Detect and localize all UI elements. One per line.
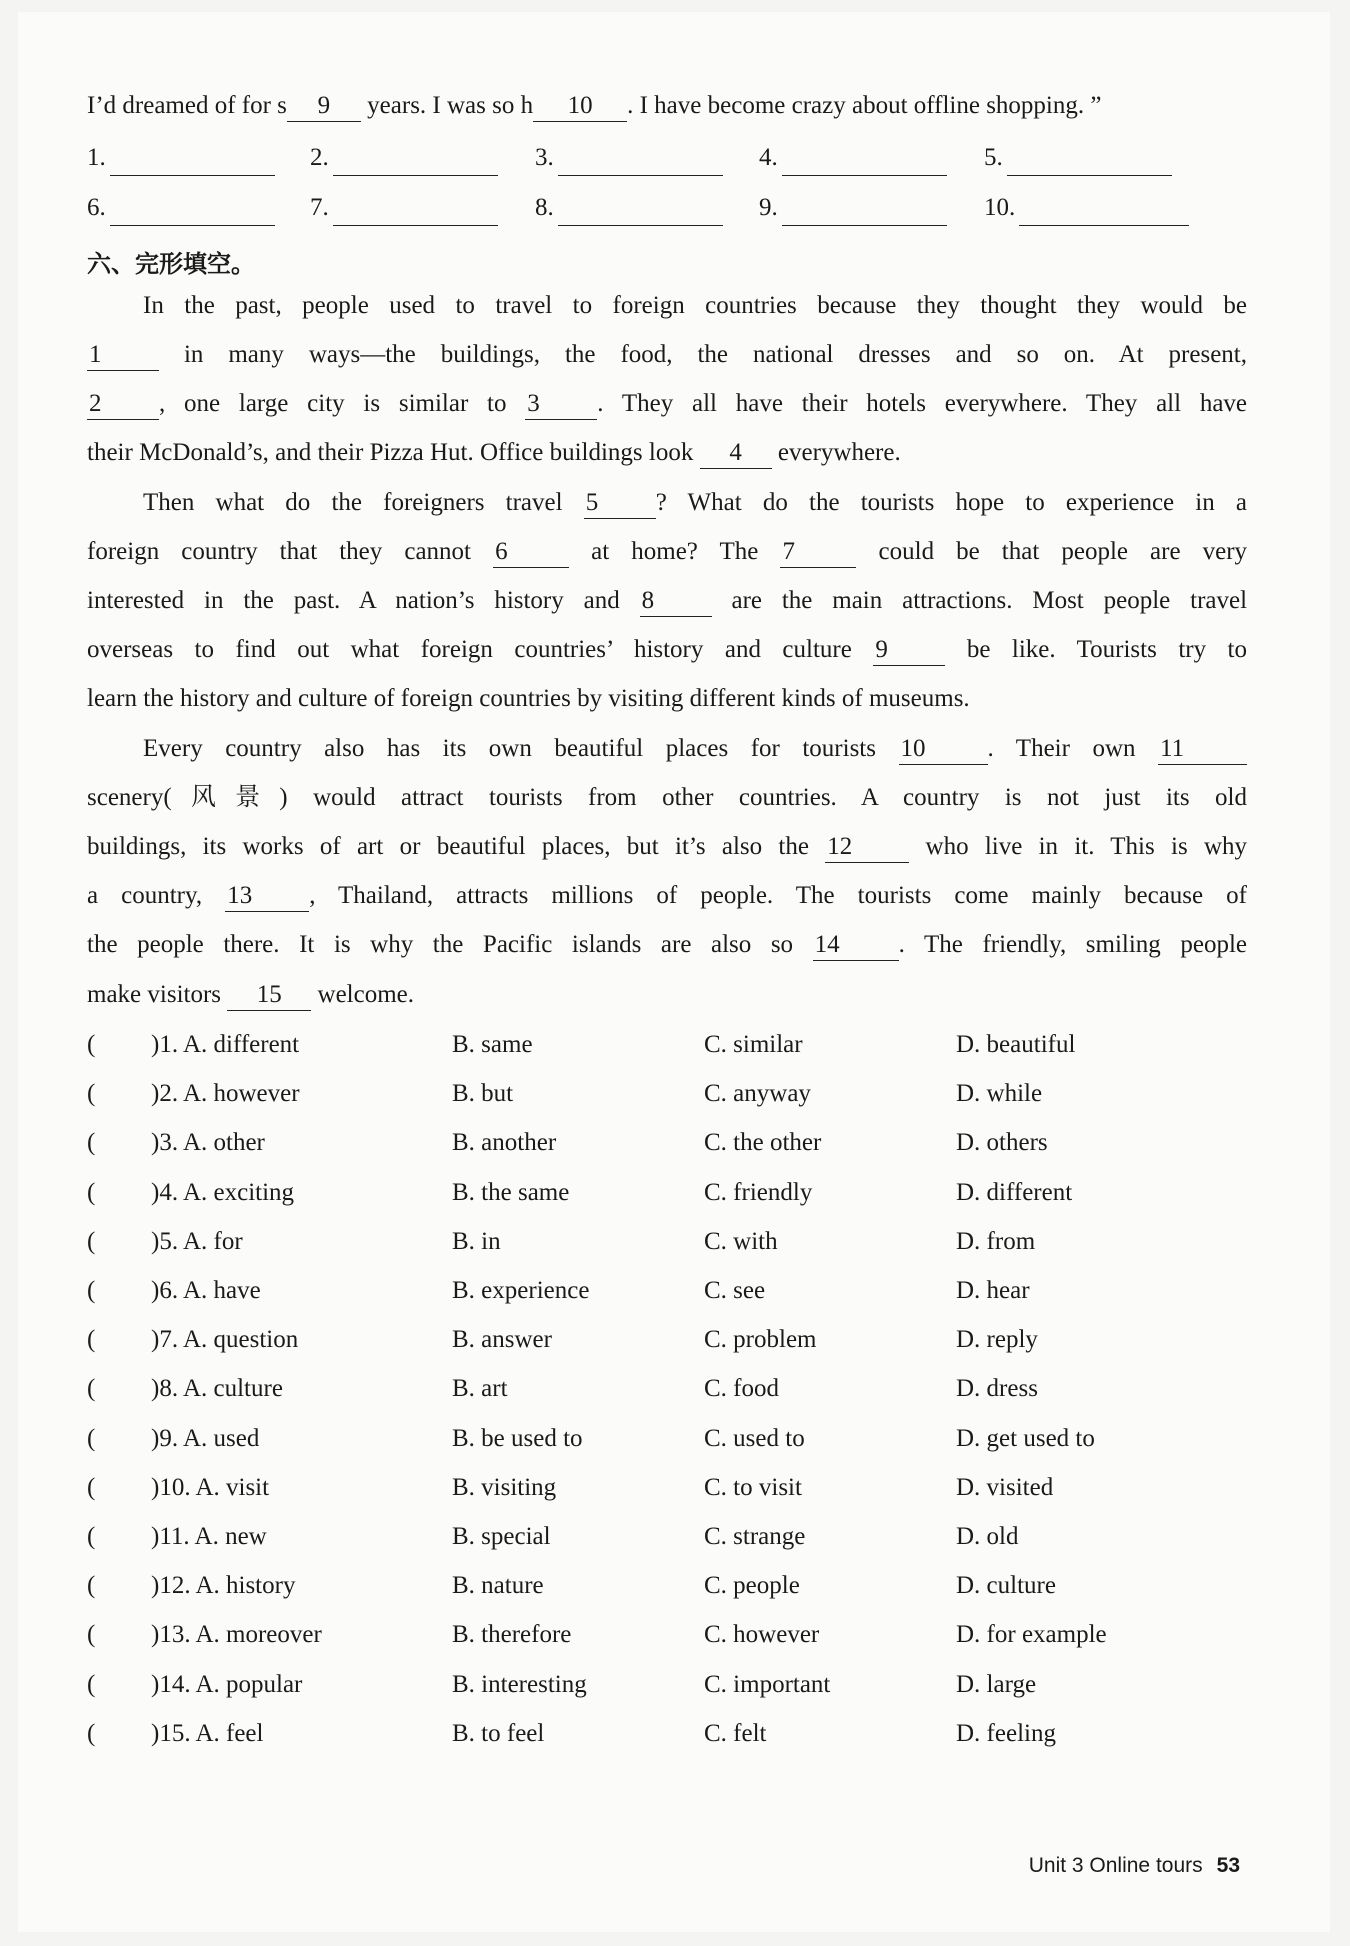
question-row-7	[87, 1320, 1267, 1360]
blank-13: 13	[225, 881, 309, 912]
option-b[interactable]: B. in	[452, 1227, 501, 1255]
question-row-5	[87, 1222, 1267, 1262]
option-d[interactable]: D. different	[956, 1178, 1073, 1206]
question-row-15	[87, 1714, 1267, 1754]
answer-paren[interactable]: (	[87, 1178, 96, 1206]
blank-15: 15	[227, 980, 311, 1011]
question-row-11	[87, 1517, 1267, 1557]
option-a[interactable]: )9. A. used	[151, 1424, 260, 1452]
passage-line-10: Every country also has its own beautiful places for tourists 10 . Their own 11	[143, 731, 1247, 767]
option-b[interactable]: B. special	[452, 1523, 551, 1550]
blank-14: 14	[813, 930, 899, 961]
question-row-4	[87, 1173, 1267, 1213]
option-c[interactable]: C. similar	[704, 1031, 803, 1058]
blank-7: 7	[780, 537, 856, 568]
option-a[interactable]: )2. A. however	[151, 1080, 300, 1108]
question-row-8	[87, 1369, 1267, 1409]
passage-line-8: overseas to find out what foreign countries’ history and culture 9 be like. Tourists try to	[87, 632, 1247, 668]
option-d[interactable]: D. from	[956, 1227, 1036, 1255]
blank-1: 1	[87, 340, 159, 371]
option-a[interactable]: )11. A. new	[151, 1523, 267, 1550]
answer-slot-1[interactable]: 1.	[87, 140, 275, 176]
answer-paren[interactable]: (	[87, 1277, 96, 1304]
passage-line-1: In the past, people used to travel to foreign countries because they thought they would be	[143, 292, 1247, 319]
option-d[interactable]: D. culture	[956, 1572, 1056, 1600]
option-c[interactable]: C. however	[704, 1621, 820, 1649]
passage-line-3: 2 , one large city is similar to 3 . They all have their hotels everywhere. They all have	[87, 386, 1247, 422]
option-d[interactable]: D. get used to	[956, 1424, 1095, 1452]
option-d[interactable]: D. old	[956, 1523, 1019, 1550]
option-b[interactable]: B. visiting	[452, 1473, 557, 1501]
option-c[interactable]: C. important	[704, 1670, 831, 1698]
option-c[interactable]: C. food	[704, 1375, 779, 1403]
passage-line-4: their McDonald’s, and their Pizza Hut. Office buildings look 4 everywhere.	[87, 435, 1247, 471]
answer-paren[interactable]: (	[87, 1326, 96, 1354]
answer-paren[interactable]: (	[87, 1621, 96, 1649]
option-b[interactable]: B. to feel	[452, 1719, 545, 1747]
option-d[interactable]: D. visited	[956, 1473, 1054, 1501]
question-row-3	[87, 1123, 1267, 1163]
answer-slot-10[interactable]: 10.	[984, 190, 1189, 226]
passage-line-9: learn the history and culture of foreign countries by visiting different kinds of museums.	[87, 685, 970, 712]
question-row-10	[87, 1468, 1267, 1508]
option-b[interactable]: B. interesting	[452, 1670, 587, 1698]
option-d[interactable]: D. hear	[956, 1277, 1030, 1304]
option-a[interactable]: )10. A. visit	[151, 1473, 270, 1501]
answer-paren[interactable]: (	[87, 1129, 96, 1157]
option-b[interactable]: B. but	[452, 1080, 514, 1108]
passage-line-13: a country, 13 , Thailand, attracts millions of people. The tourists come mainly because of	[87, 878, 1247, 914]
option-d[interactable]: D. reply	[956, 1326, 1038, 1354]
answer-slot-6[interactable]: 6.	[87, 190, 275, 226]
option-a[interactable]: )4. A. exciting	[151, 1178, 295, 1206]
option-c[interactable]: C. felt	[704, 1719, 767, 1747]
option-c[interactable]: C. to visit	[704, 1473, 802, 1501]
answer-paren[interactable]: (	[87, 1424, 96, 1452]
option-b[interactable]: B. answer	[452, 1326, 552, 1354]
question-row-13	[87, 1615, 1267, 1655]
blank-2: 2	[87, 389, 159, 420]
option-b[interactable]: B. experience	[452, 1277, 590, 1304]
option-d[interactable]: D. feeling	[956, 1719, 1056, 1747]
option-b[interactable]: B. nature	[452, 1572, 544, 1600]
option-d[interactable]: D. while	[956, 1080, 1043, 1108]
option-c[interactable]: C. anyway	[704, 1080, 811, 1108]
answer-paren[interactable]: (	[87, 1080, 96, 1108]
option-c[interactable]: C. strange	[704, 1523, 806, 1550]
passage-line-6: foreign country that they cannot 6 at home? The 7 could be that people are very	[87, 534, 1247, 570]
question-row-6	[87, 1271, 1267, 1311]
answer-slot-4[interactable]: 4.	[759, 140, 947, 176]
option-a[interactable]: )12. A. history	[151, 1572, 296, 1600]
option-a[interactable]: )15. A. feel	[151, 1719, 264, 1747]
answer-slot-2[interactable]: 2.	[310, 140, 498, 176]
option-d[interactable]: D. beautiful	[956, 1031, 1076, 1058]
blank-8: 8	[640, 586, 712, 617]
option-a[interactable]: )8. A. culture	[151, 1375, 283, 1403]
option-c[interactable]: C. friendly	[704, 1178, 813, 1206]
blank-12: 12	[825, 832, 909, 863]
option-a[interactable]: )7. A. question	[151, 1326, 299, 1354]
question-row-12	[87, 1566, 1267, 1606]
page-number: 53	[1216, 1854, 1240, 1877]
question-row-9	[87, 1419, 1267, 1459]
answer-slot-5[interactable]: 5.	[984, 140, 1172, 176]
answer-paren[interactable]: (	[87, 1670, 96, 1698]
option-d[interactable]: D. dress	[956, 1375, 1038, 1403]
option-b[interactable]: B. art	[452, 1375, 508, 1403]
option-d[interactable]: D. for example	[956, 1621, 1107, 1649]
question-row-2	[87, 1074, 1267, 1114]
unit-label: Unit 3 Online tours	[1028, 1854, 1203, 1877]
option-c[interactable]: C. problem	[704, 1326, 817, 1354]
option-c[interactable]: C. see	[704, 1277, 766, 1304]
blank-9b: 9	[873, 635, 945, 666]
option-a[interactable]: )14. A. popular	[151, 1670, 303, 1698]
passage-line-11: scenery(风景) would attract tourists from other countries. A country is not just its old	[87, 784, 1247, 811]
answer-slot-7[interactable]: 7.	[310, 190, 498, 226]
answer-paren[interactable]: (	[87, 1473, 96, 1501]
passage-line-5: Then what do the foreigners travel 5 ? What do the tourists hope to experience in a	[143, 485, 1247, 521]
question-row-1	[87, 1025, 1267, 1065]
answer-paren[interactable]: (	[87, 1227, 96, 1255]
option-c[interactable]: C. with	[704, 1227, 778, 1255]
answer-slot-3[interactable]: 3.	[535, 140, 723, 176]
option-a[interactable]: )5. A. for	[151, 1227, 243, 1255]
section-title: 六、完形填空。	[87, 250, 255, 278]
option-d[interactable]: D. large	[956, 1670, 1037, 1698]
passage-line-2: 1 in many ways—the buildings, the food, the national dresses and so on. At present,	[87, 337, 1247, 373]
passage-line-14: the people there. It is why the Pacific islands are also so 14 . The friendly, smiling people	[87, 927, 1247, 963]
blank-6: 6	[493, 537, 569, 568]
passage-line-15: make visitors 15 welcome.	[87, 977, 1247, 1013]
option-b[interactable]: B. the same	[452, 1178, 570, 1206]
option-a[interactable]: )6. A. have	[151, 1277, 261, 1304]
blank-5: 5	[584, 488, 656, 519]
option-b[interactable]: B. same	[452, 1031, 533, 1058]
option-b[interactable]: B. another	[452, 1129, 557, 1157]
option-c[interactable]: C. the other	[704, 1129, 822, 1157]
option-d[interactable]: D. others	[956, 1129, 1048, 1157]
answer-paren[interactable]: (	[87, 1375, 96, 1403]
answer-slot-8[interactable]: 8.	[535, 190, 723, 226]
blank-10b: 10	[899, 734, 988, 765]
intro-line: I’d dreamed of for s 9 years. I was so h 10 . I have become crazy about offline shopping. ”	[87, 88, 1247, 124]
answer-paren[interactable]: (	[87, 1031, 96, 1058]
option-c[interactable]: C. people	[704, 1572, 800, 1600]
option-a[interactable]: )3. A. other	[151, 1129, 265, 1157]
option-a[interactable]: )13. A. moreover	[151, 1621, 322, 1649]
answer-paren[interactable]: (	[87, 1572, 96, 1600]
blank-4: 4	[700, 438, 772, 469]
question-row-14	[87, 1665, 1267, 1705]
page-footer	[1029, 1854, 1240, 1878]
passage-line-12: buildings, its works of art or beautiful places, but it’s also the 12 who live in it. This is why	[87, 829, 1247, 865]
option-b[interactable]: B. be used to	[452, 1424, 583, 1452]
option-b[interactable]: B. therefore	[452, 1621, 572, 1649]
blank-3: 3	[525, 389, 597, 420]
blank-9: 9	[287, 91, 361, 122]
option-a[interactable]: )1. A. different	[151, 1031, 300, 1058]
answer-paren[interactable]: (	[87, 1719, 96, 1747]
option-c[interactable]: C. used to	[704, 1424, 805, 1452]
answer-slot-9[interactable]: 9.	[759, 190, 947, 226]
blank-10: 10	[533, 91, 627, 122]
passage-line-7: interested in the past. A nation’s history and 8 are the main attractions. Most people travel	[87, 583, 1247, 619]
answer-paren[interactable]: (	[87, 1523, 96, 1550]
blank-11: 11	[1158, 734, 1247, 765]
